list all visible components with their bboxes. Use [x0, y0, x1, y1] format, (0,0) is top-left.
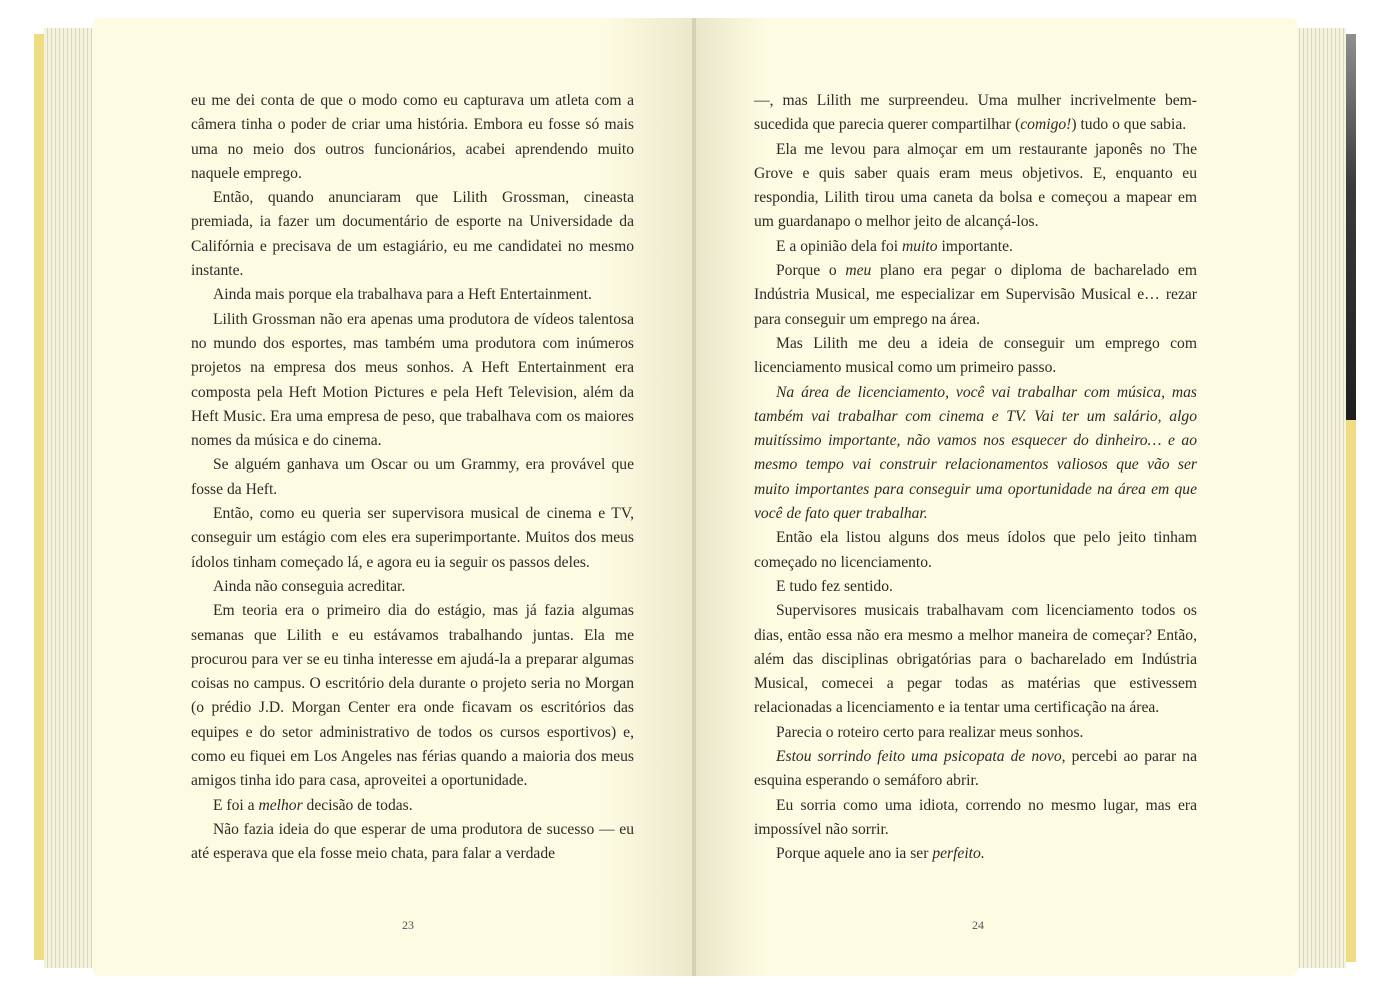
text-run: Não fazia ideia do que esperar de uma produtora de sucesso — eu até esperava que ela fosse meio chata, para falar a verdade	[191, 820, 634, 863]
text-run: Porque aquele ano ia ser	[776, 845, 933, 863]
text-run: Na área de licenciamento, você vai trabalhar com música, mas também vai trabalhar com cinema e TV. Vai ter um salário, algo muitíssimo importante, não vamos nos esquecer do dinheiro… e ao mesmo tempo vai construir relacionamentos valiosos que vão ser muito importantes para conseguir uma oportunidade na área em que você de fato quer trabalhar.	[754, 383, 1197, 523]
paragraph	[754, 599, 1197, 720]
text-run: E tudo fez sentido.	[776, 577, 893, 595]
text-run: eu me dei conta de que o modo como eu capturava um atleta com a câmera tinha o poder de criar uma história. Embora eu fosse só mais uma no meio dos outros funcionários, acabei aprendendo muito naquele emprego.	[191, 92, 634, 182]
paragraph	[191, 186, 634, 283]
italic-text: meu	[845, 262, 872, 280]
paragraph	[191, 89, 634, 186]
text-run: plano era pegar o diploma de bacharelado em Indústria Musical, me especializar em Supervisão Musical e… rezar para conseguir um emprego na área.	[754, 262, 1197, 328]
paragraph	[191, 308, 634, 454]
text-run: Então ela listou alguns dos meus ídolos que pelo jeito tinham começado no licenciamento.	[754, 529, 1197, 571]
text-run: Ainda mais porque ela trabalhava para a Heft Entertainment.	[213, 286, 592, 304]
paragraph	[754, 138, 1197, 235]
left-page-text	[191, 89, 634, 867]
right-page-number: 24	[972, 918, 984, 932]
text-run: decisão de todas.	[302, 796, 413, 814]
text-run: importante.	[937, 237, 1013, 255]
left-page-number: 23	[402, 918, 414, 932]
italic-text: melhor	[258, 796, 303, 814]
text-run: Porque o	[776, 262, 846, 280]
text-run: E a opinião dela foi	[776, 237, 903, 255]
text-run: Em teoria era o primeiro dia do estágio, mas já fazia algumas semanas que Lilith e eu estávamos trabalhando juntas. Ela me procurou para ver se eu tinha interesse em ajudá-la a preparar algumas coisas no campus. O escritório dela durante o projeto seria no Morgan (o prédio J.D. Morgan Center era onde ficavam os escritórios das equipes e do setor administrativo de todos os cursos esportivos) e, como eu fiquei em Los Angeles nas férias quando a maioria dos meus amigos tinha ido para casa, aproveitei a oportunidade.	[191, 602, 634, 790]
paragraph	[191, 575, 634, 599]
text-run: Ainda não conseguia acreditar.	[213, 577, 406, 595]
paragraph	[754, 89, 1197, 138]
text-run: Parecia o roteiro certo para realizar meus sonhos.	[776, 723, 1084, 741]
text-run: Então, quando anunciaram que Lilith Grossman, cineasta premiada, ia fazer um documentário de esporte na Universidade da Califórnia e precisava de um estagiário, eu me candidatei no mesmo instante.	[191, 189, 634, 280]
paragraph	[191, 502, 634, 575]
paragraph	[191, 599, 634, 793]
right-cover-edge	[1346, 34, 1356, 420]
paragraph	[754, 575, 1197, 599]
text-run: Supervisores musicais trabalhavam com licenciamento todos os dias, então essa não era mesmo a melhor maneira de começar? Então, além das disciplinas obrigatórias para o bacharelado em Indústria Musical, comecei a pegar todas as matérias que estivessem relacionadas a licenciamento e ia tentar uma certificação na área.	[754, 602, 1197, 717]
text-run: Ela me levou para almoçar em um restaurante japonês no The Grove e quis saber quais eram meus objetivos. E, enquanto eu respondia, Lilith tirou uma caneta da bolsa e começou a mapear em um guardanapo o melhor jeito de alcançá-los.	[754, 140, 1197, 231]
right-page-stack	[1292, 28, 1346, 968]
left-page-edge	[34, 34, 44, 960]
text-run: Se alguém ganhava um Oscar ou um Grammy, era provável que fosse da Heft.	[191, 456, 634, 498]
text-run: Eu sorria como uma idiota, correndo no mesmo lugar, mas era impossível não sorrir.	[754, 796, 1197, 838]
paragraph	[191, 818, 634, 867]
paragraph	[191, 794, 634, 818]
italic-text: perfeito.	[932, 845, 985, 863]
paragraph	[754, 721, 1197, 745]
text-run: percebi ao parar na esquina esperando o semáforo abrir.	[754, 748, 1197, 790]
text-run: E foi a	[213, 796, 259, 814]
text-run: ) tudo o que sabia.	[1071, 116, 1187, 134]
text-run: Mas Lilith me deu a ideia de conseguir um emprego com licenciamento musical como um primeiro passo.	[754, 334, 1197, 377]
right-page-text	[754, 89, 1197, 867]
right-page-edge	[1346, 420, 1356, 962]
paragraph	[754, 842, 1197, 866]
paragraph	[754, 259, 1197, 332]
italic-text: Estou sorrindo feito uma psicopata de novo,	[776, 748, 1066, 766]
paragraph	[191, 283, 634, 307]
paragraph	[754, 235, 1197, 259]
text-run: Então, como eu queria ser supervisora musical de cinema e TV, conseguir um estágio com eles era superimportante. Muitos dos meus ídolos tinham começado lá, e agora eu ia seguir os passos deles.	[191, 505, 634, 571]
text-run: —, mas Lilith me surpreendeu. Uma mulher incrivelmente bem-sucedida que parecia querer compartilhar (	[754, 92, 1197, 134]
italic-text: comigo!	[1020, 116, 1072, 134]
paragraph	[191, 453, 634, 502]
text-run: Lilith Grossman não era apenas uma produtora de vídeos talentosa no mundo dos esportes, mas também uma produtora com inúmeros projetos na empresa dos meus sonhos. A Heft Entertainment era composta pela Heft Motion Pictures e pela Heft Television, além da Heft Music. Era uma empresa de peso, que trabalhava com os maiores nomes da música e do cinema.	[191, 310, 634, 450]
paragraph	[754, 526, 1197, 575]
paragraph	[754, 332, 1197, 381]
italic-text: muito	[902, 237, 938, 255]
paragraph	[754, 794, 1197, 843]
paragraph	[754, 381, 1197, 527]
paragraph	[754, 745, 1197, 794]
book-gutter	[692, 18, 696, 976]
